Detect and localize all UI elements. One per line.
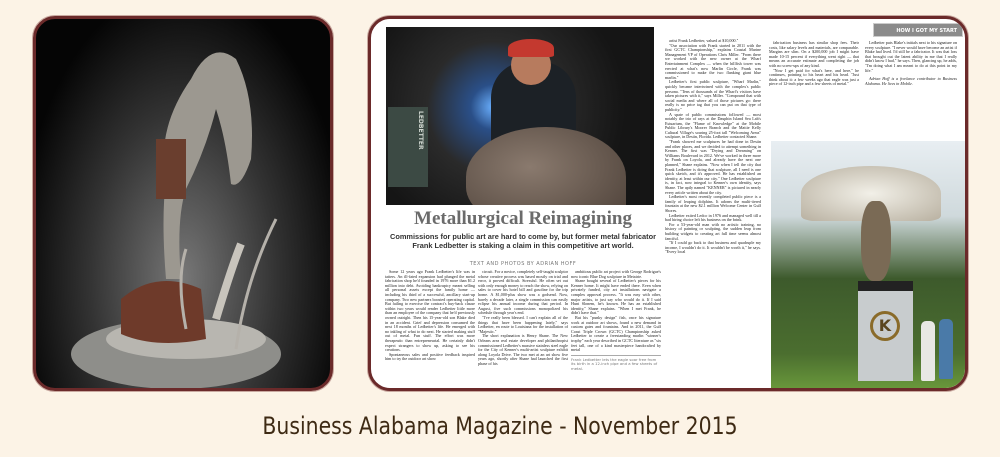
paragraph: circuit. For a novice, completely self-taught sculptor whose creative process was based mostly on trial and error, it proved difficult. Stressful. He often set out with only enough money to reach the show, relying on sales to cover his hotel bill and gasoline for the trip home. A $1,000-plus show was a godsend. Now, barely a decade later, a single commission can easily eclipse his annual income during that period. In August, five such commissions monopolized his schedule through year's end. (478, 269, 568, 316)
article-column-4 (665, 39, 761, 255)
article-column-5 (769, 41, 859, 87)
welder-photo (386, 27, 654, 205)
red-cap (508, 39, 554, 57)
article-column-3 (571, 270, 661, 371)
paragraph: Some 12 years ago Frank Ledbetter's life was in tatters. An ill-fated expansion had plunged the metal fabrication shop he'd founded in 1976 more than $1.2 million into debt. Avoiding bankruptcy meant selling all personal assets except the family home — including his third of a successful, ancillary start-up company. Two new partners boosted operating capital. But failing to exercise the contract's buy-back clause within two years would render Ledbetter little more than an employee of the company that he'd previously owned outright. Then his 15-year-old son Blake died in an accident. Grief and depression consumed the next 18 months of Ledbetter's life. He emerged with no inkling of what to do next. He started making stuff out of metal. Fun stuff. The effort was more therapeutic than entrepreneurial. He certainly didn't expect strangers to show up, asking to see his creations. (385, 269, 475, 353)
person (939, 319, 953, 379)
section-tag: HOW I GOT MY START (873, 23, 963, 37)
paragraph: Ledbetter's most recently completed public piece is a family of leaping dolphins. It adorns the multi-tiered fountain at the new $2.1 million Welcome Center in Gulf Shores. (665, 194, 761, 213)
paragraph: fabrication business has similar shop fees. Their costs, like salary levels and materials, are comparable. Margins are slim. On a $200,000 job I might have made 10-15 percent if everything went right — that means an accurate estimate and completing the job with no screw-ups of any kind. (769, 40, 859, 68)
paragraph: "If I could go back to that business and quadruple my income, I wouldn't do it. It wouldn't be worth it," he says. "Every local (665, 240, 761, 255)
paragraph: Ledbetter puts Blake's initials next to his signature on every sculpture. "I never would have become an artist if Blake had lived. I'd still be a fabricator. It was that loss that brought out the latent ability in me that I really didn't know I had," he says. Then, glancing up, he adds, "I'm doing what I am meant to do at this point in my life." (865, 40, 957, 73)
page-title: Business Alabama Magazine - November 2015 (262, 412, 738, 440)
byline: TEXT AND PHOTOS BY ADRIAN HOFF (469, 261, 577, 267)
ledbetter-sign: LEDBETTER (388, 107, 428, 187)
paragraph: Ledbetter's first public sculpture, "Wharf Marlin," quickly became intertwined with the complex's public persona. "Tens of thousands of the Wharf's visitors have taken pictures with it," says Miller. "Compound that with social media and where all of those pictures go: there really is no price tag that you can put on that type of publicity." (665, 79, 761, 112)
paragraph: "Our association with Frank started in 2011 with the first GCTC Championship," explains Coastal Marine Management VP of Operations Chris Miller. "From there we worked with the new owner at the Wharf Entertainment Complex — when the hillfish tower was erected at what's now Marlin Circle, Frank was commissioned to make the two flanking giant blue marlin." (665, 42, 761, 80)
article-column-2 (478, 270, 568, 366)
paragraph: For a 53-year-old man with no artistic training, no history of painting or sculpting, the sudden leap from building widgets to creating art full time seems almost fanciful. (665, 221, 761, 241)
article-column-6 (865, 41, 957, 86)
k-emblem: K (870, 311, 900, 341)
paragraph: Spontaneous sales and positive feedback inspired him to try the outdoor art show (385, 351, 475, 362)
pedestal (858, 281, 913, 381)
photo-caption: Frank Ledbetter lets the eagle soar free from its birth in a 12-inch pipe and a few sheets of metal. (571, 355, 661, 371)
paragraph: "I've really been blessed. I can't explain all of the things that have been happening lately," says Ledbetter, en route to Louisiana for the installation of "Majestic." (478, 314, 568, 334)
paragraph: ambitious public art project with George Rodrigue's now iconic Blue Dog sculpture in Metairie. (571, 269, 661, 279)
paragraph: But his "punky design" fish, once his signature work at outdoor art shows, found a new demand in custom gates and fountains. And in 2011, the Gulf Coast Triple Crown (GCTC) Championship asked Ledbetter to create a freestanding marlin "winner's trophy" each year described in GCTC literature as "six feet tall, one of a kind masterpiece handcrafted by metal (571, 314, 661, 353)
person (921, 321, 935, 381)
deck: Commissions for public art are hard to come by, but former metal fabricator Frank Ledbetter is staking a claim in this competitive art world. (390, 232, 656, 250)
seahorse-sculpture-photo (33, 16, 333, 391)
magazine-spread (368, 16, 968, 391)
paragraph: artist Frank Ledbetter, valued at $10,000." (669, 38, 739, 43)
headline: Metallurgical Reimagining (414, 208, 632, 229)
author-bio: Adrian Hoff is a freelance contributor to Business Alabama. He lives in Mobile. (865, 76, 957, 86)
paragraph: Shane bought several of Ledbetter's pieces for his Kenner home. It might have ended there. Even when privately funded, city art installations navigate a complex approval process. "It was easy with other, major artists, to just say who would do it. If I said Hunt Slonem, he's known. He has an established identity," Shane explains. "When I met Frank, he didn't have that." (571, 278, 661, 316)
eagle-head-sculpture (466, 127, 626, 205)
paragraph: The short explanation is Henry Shane. The New Orleans area real estate developer and philanthropist commissioned Ledbetter's massive stainless steel eagle for the City of Kenner's multi-artist sculpture exhibit along Loyola Drive. The two met at an art show five years ago, shortly after Shane had launched the first phase of his (478, 333, 568, 366)
paragraph: "Frank showed me sculptures he had done in Destin and other places, and we decided to attempt something in Kenner. The first was "Drying and Dreaming" on Williams Boulevard in 2012. We've worked in three more by Frank on Loyola, and already have the next one planned," Shane explains. "Now when I tell the city that Frank Ledbetter is doing that sculpture, all I need is one quick sketch, and it's approved. He has established an identity, at least within our city." One Ledbetter sculpture is, in fact, now integral to Kenner's own identity, says Shane. The aptly named "KENNER" is pictured in nearly every article written about the city. (665, 139, 761, 195)
seahorse-sculpture-illustration (36, 19, 333, 391)
eagle-body (861, 201, 891, 281)
article-column-1 (385, 270, 475, 362)
paragraph: "Now I get paid for what's here, and here," he continues, pointing to his heart and his head. "Just think about it: a few weeks ago that eagle was just a piece of 12-inch pipe and a few sheets of metal." (769, 67, 859, 87)
paragraph: A spate of public commissions followed — most notably the trio of rays at the Dauphin Island Sea Lab's Estuarium, the "Flame of Knowledge" at the Mobile Public Library's Moorer Branch and the Mattie Kelly Cultural Village's soaring 25-foot tall "Welcoming Arms" sculpture, in Destin, Florida. Ledbetter contacted Shane. (665, 111, 761, 140)
paragraph: Ledbetter exited Ledco in 1976 and managed well till a bad hiring choice left his business on the brink. (665, 212, 761, 223)
eagle-sculpture-photo (771, 141, 966, 391)
